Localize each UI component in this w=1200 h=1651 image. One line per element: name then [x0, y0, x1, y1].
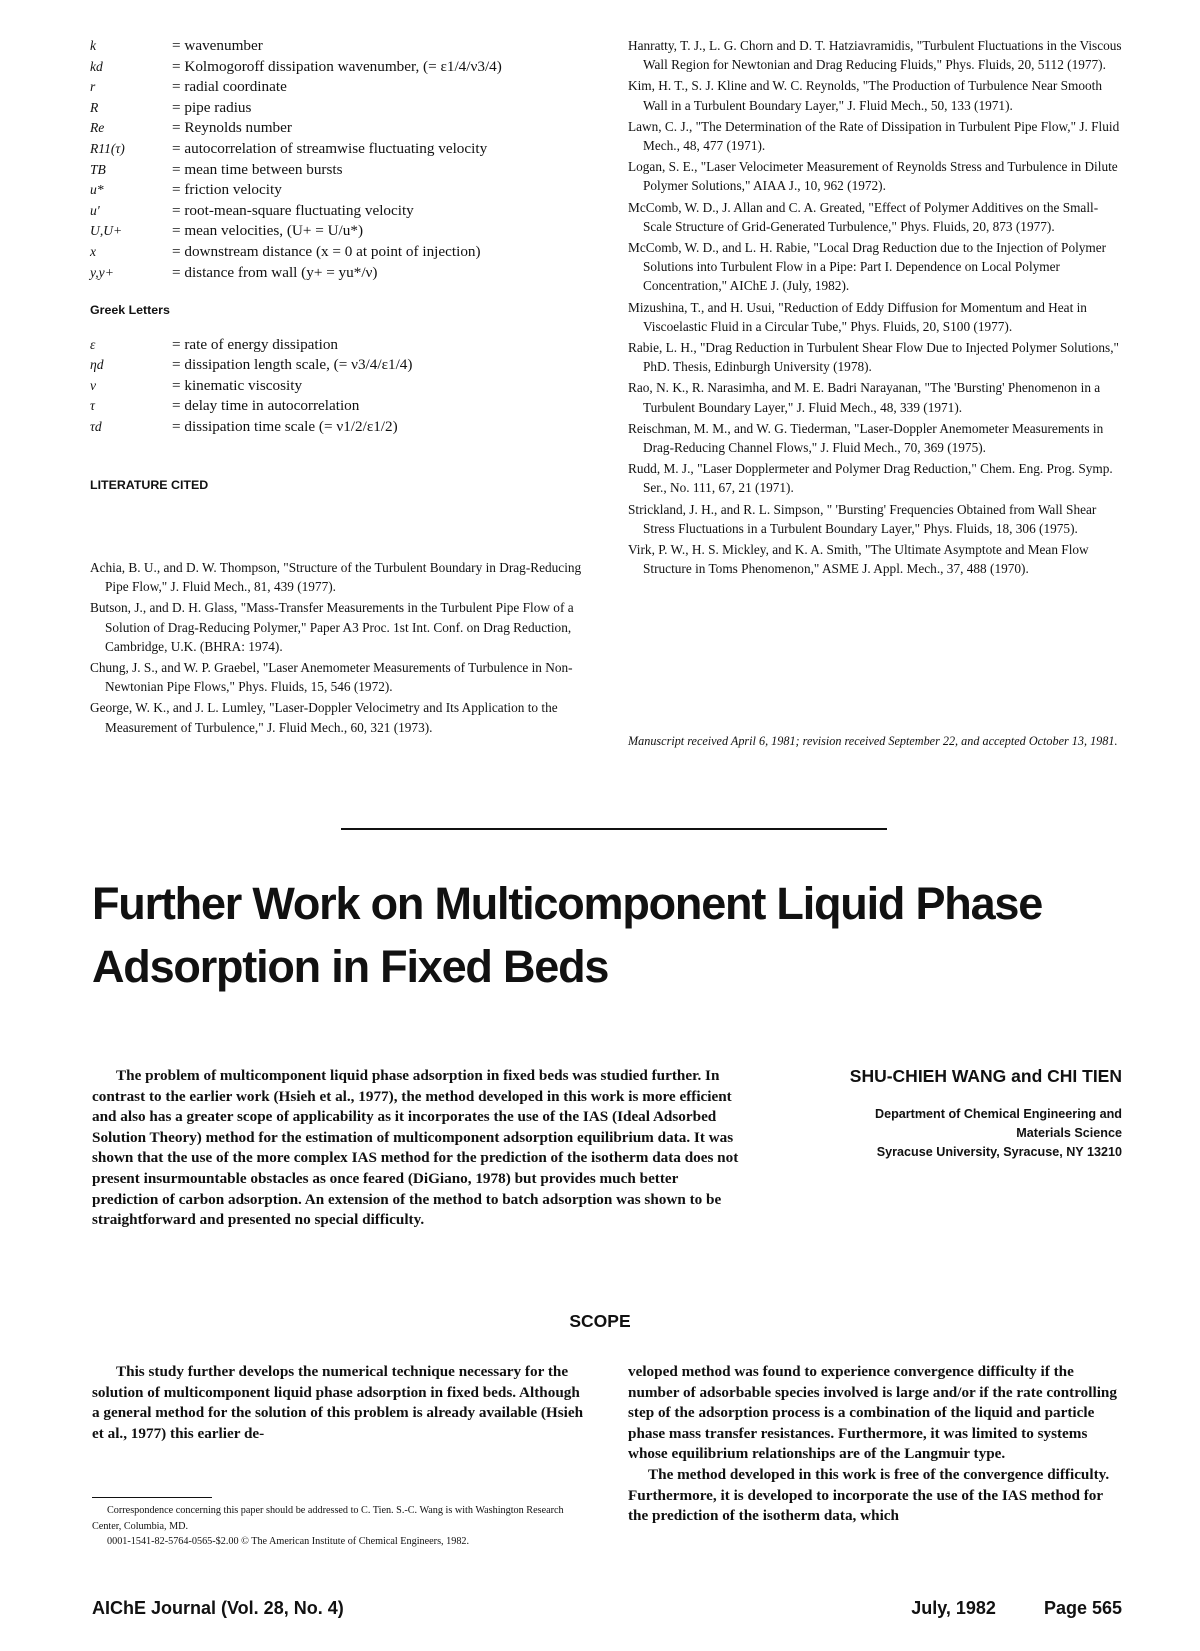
symbol: kd — [90, 58, 103, 74]
symbol-definition: = pipe radius — [172, 98, 252, 116]
literature-cited-heading: LITERATURE CITED — [90, 477, 209, 492]
symbol: ηd — [90, 357, 104, 373]
author-names: SHU-CHIEH WANG and CHI TIEN — [849, 1066, 1122, 1086]
page-footer — [92, 1598, 1122, 1619]
symbol: R11(τ) — [90, 140, 125, 156]
reference-entry: Strickland, J. H., and R. L. Simpson, " 'Bursting' Frequencies Obtained from Wall Shear Stress Fluctuations in a Turbulent Boundary Layer," Phys. Fluids, 18, 306 (1975). — [628, 501, 1097, 536]
symbol-definition: = friction velocity — [172, 181, 282, 199]
reference-entry: Logan, S. E., "Laser Velocimeter Measurement of Reynolds Stress and Turbulence in Dilute Polymer Solutions," AIAA J., 10, 962 (1972). — [628, 159, 1118, 194]
references-right-column — [628, 36, 1124, 580]
references-left-column — [90, 558, 600, 739]
correspondence-note: Correspondence concerning this paper should be addressed to C. Tien. S.-C. Wang is with Washington Research Center, Columbia, MD. — [92, 1505, 564, 1532]
scope-text-left: This study further develops the numerical technique necessary for the solution of multicomponent liquid phase adsorption in fixed beds. Although a general method for the solution of this problem is already available (Hsieh et al., 1977) this earlier de- — [92, 1363, 584, 1442]
symbol-definition: = distance from wall (y+ = yu*/ν) — [172, 263, 378, 281]
symbol: R — [90, 99, 99, 115]
affiliation-line: Materials Science — [1016, 1126, 1122, 1140]
manuscript-received-note: Manuscript received April 6, 1981; revision received September 22, and accepted October 13, 1981. — [628, 734, 1118, 748]
symbol-definition: = autocorrelation of streamwise fluctuating velocity — [172, 139, 488, 157]
symbol-row — [90, 376, 600, 397]
reference-entry: Rudd, M. J., "Laser Dopplermeter and Polymer Drag Reduction," Chem. Eng. Prog. Symp. Ser., No. 111, 67, 21 (1971). — [628, 461, 1113, 496]
symbol-row — [90, 417, 600, 438]
symbol-row — [90, 335, 600, 356]
abstract: The problem of multicomponent liquid phase adsorption in fixed beds was studied further. In contrast to the earlier work (Hsieh et al., 1977), the method developed in this work is more efficient and also has a greater scope of applicability as it incorporates the use of the IAS (Ideal Adsorbed Solution Theory) method for the estimation of multicomponent adsorption equilibrium data. It was shown that the use of the more complex IAS method for the prediction of the isotherm data does not present insurmountable obstacles as once feared (DiGiano, 1978) but provides much better prediction of carbon adsorption. An extension of the method to batch adsorption was shown to be straightforward and presented no special difficulty. — [92, 1067, 739, 1229]
scope-heading: SCOPE — [569, 1311, 631, 1331]
symbol-row — [90, 77, 600, 98]
symbol-row — [90, 57, 600, 78]
reference-entry: Hanratty, T. J., L. G. Chorn and D. T. Hatziavramidis, "Turbulent Fluctuations in the Viscous Wall Region for Newtonian and Drag Reducing Fluids," Phys. Fluids, 20, 5112 (1977). — [628, 38, 1122, 73]
reference-entry: Lawn, C. J., "The Determination of the Rate of Dissipation in Turbulent Pipe Flow," J. Fluid Mech., 48, 477 (1971). — [628, 118, 1120, 154]
reference-entry: McComb, W. D., and L. H. Rabie, "Local Drag Reduction due to the Injection of Polymer Solutions into Turbulent Flow in a Pipe: Part I. Dependence on Local Polymer Concentration," AIChE J. (July, 1982). — [628, 240, 1107, 294]
reference-entry: Mizushina, T., and H. Usui, "Reduction of Eddy Diffusion for Momentum and Heat in Viscoelastic Fluid in a Circular Tube," Phys. Fluids, 20, S100 (1977). — [628, 299, 1087, 334]
scope-paragraph: veloped method was found to experience convergence difficulty if the number of adsorbable species involved is large and/or if the rate controlling step of the adsorption process is a combination of the liquid and particle phase mass transfer resistances. Furthermore, it was limited to systems whose equilibrium relationships are of the Langmuir type. — [628, 1363, 1117, 1463]
symbol: ν — [90, 377, 97, 393]
symbol-definition: = dissipation length scale, (= ν3/4/ε1/4) — [172, 356, 413, 374]
footer-date: July, 1982 — [911, 1598, 996, 1618]
symbol: r — [90, 79, 96, 95]
symbol-definition: = Reynolds number — [172, 119, 292, 137]
footnote — [92, 1503, 592, 1550]
symbol-definition: = dissipation time scale (= ν1/2/ε1/2) — [172, 418, 398, 435]
symbol-row — [90, 118, 600, 139]
symbol-definition: = downstream distance (x = 0 at point of injection) — [172, 242, 481, 260]
reference-entry: Achia, B. U., and D. W. Thompson, "Structure of the Turbulent Boundary in Drag-Reducing Pipe Flow," J. Fluid Mech., 81, 439 (1977). — [90, 560, 582, 595]
nomenclature-section — [90, 36, 600, 509]
symbol: u' — [90, 202, 100, 218]
symbol-row — [90, 201, 600, 222]
footer-journal: AIChE Journal (Vol. 28, No. 4) — [92, 1598, 344, 1618]
symbol-definition: = kinematic viscosity — [172, 376, 303, 394]
symbol-row — [90, 139, 600, 160]
symbol-row — [90, 355, 600, 376]
scope-text-right — [628, 1362, 1124, 1527]
scope-paragraph: The method developed in this work is free of the convergence difficulty. Furthermore, it is developed to incorporate the use of the IAS method for the prediction of the isotherm data, which — [628, 1465, 1110, 1525]
reference-entry: Virk, P. W., H. S. Mickley, and K. A. Smith, "The Ultimate Asymptote and Mean Flow Structure in Toms Phenomenon," ASME J. Appl. Mech., 37, 488 (1970). — [628, 542, 1089, 577]
symbol: U,U+ — [90, 223, 123, 239]
nomenclature-list — [90, 36, 600, 283]
reference-entry: Butson, J., and D. H. Glass, "Mass-Transfer Measurements in the Turbulent Pipe Flow of a Solution of Drag-Reducing Polymer," Paper A3 Proc. 1st Int. Conf. on Drag Reduction, Cambridge, U.K. (BHRA: 1974). — [90, 600, 574, 654]
symbol-row — [90, 160, 600, 181]
copyright-note: 0001-1541-82-5764-0565-$2.00 © The American Institute of Chemical Engineers, 1982. — [107, 1536, 470, 1547]
symbol-definition: = mean velocities, (U+ = U/u*) — [172, 222, 364, 240]
symbol: Re — [90, 120, 105, 136]
footnote-rule — [92, 1497, 212, 1498]
symbol-definition: = mean time between bursts — [172, 160, 343, 178]
symbol: x — [90, 243, 97, 259]
symbol: ε — [90, 336, 96, 352]
greek-letters-heading: Greek Letters — [90, 303, 170, 318]
reference-entry: McComb, W. D., J. Allan and C. A. Greated, "Effect of Polymer Additives on the Small-Scale Structure of Grid-Generated Turbulence," Phys. Fluids, 20, 873 (1977). — [628, 199, 1099, 234]
symbol-row — [90, 221, 600, 242]
reference-entry: Rabie, L. H., "Drag Reduction in Turbulent Shear Flow Due to Injected Polymer Solutions," PhD. Thesis, Edinburgh University (1978). — [628, 340, 1119, 375]
symbol: τ — [90, 398, 95, 414]
symbol-row — [90, 36, 600, 57]
affiliation-line: Syracuse University, Syracuse, NY 13210 — [876, 1145, 1122, 1159]
reference-entry: Rao, N. K., R. Narasimha, and M. E. Badri Narayanan, "The 'Bursting' Phenomenon in a Turbulent Boundary Layer," J. Fluid Mech., 48, 339 (1971). — [628, 380, 1101, 415]
symbol-row — [90, 242, 600, 263]
reference-entry: Reischman, M. M., and W. G. Tiederman, "Laser-Doppler Anemometer Measurements in Drag-Reducing Channel Flows," J. Fluid Mech., 70, 369 (1975). — [628, 420, 1104, 456]
symbol: u* — [90, 182, 104, 198]
symbol-row — [90, 396, 600, 417]
symbol-definition: = wavenumber — [172, 37, 263, 54]
symbol: TB — [90, 161, 106, 177]
author-block — [780, 1066, 1122, 1162]
symbol-row — [90, 98, 600, 119]
reference-entry: Kim, H. T., S. J. Kline and W. C. Reynolds, "The Production of Turbulence Near Smooth Wall in a Turbulent Boundary Layer," J. Fluid Mech., 50, 133 (1971). — [628, 78, 1102, 113]
symbol: y,y+ — [90, 264, 114, 280]
symbol-row — [90, 180, 600, 201]
symbol-definition: = radial coordinate — [172, 78, 287, 96]
reference-entry: Chung, J. S., and W. P. Graebel, "Laser Anemometer Measurements of Turbulence in Non-Newtonian Pipe Flows," Phys. Fluids, 15, 546 (1972). — [90, 660, 573, 695]
symbol-definition: = delay time in autocorrelation — [172, 397, 360, 415]
footer-page-number: Page 565 — [1043, 1598, 1122, 1618]
symbol-definition: = rate of energy dissipation — [172, 335, 339, 353]
symbol: τd — [90, 419, 102, 434]
article-title: Further Work on Multicomponent Liquid Phase Adsorption in Fixed Beds — [92, 878, 1043, 992]
reference-entry: George, W. K., and J. L. Lumley, "Laser-Doppler Velocimetry and Its Application to the Measurement of Turbulence," J. Fluid Mech., 60, 321 (1973). — [90, 700, 558, 735]
symbol: k — [90, 38, 97, 53]
symbol-definition: = root-mean-square fluctuating velocity — [172, 201, 414, 219]
affiliation-line: Department of Chemical Engineering and — [874, 1107, 1122, 1121]
symbol-definition: = Kolmogoroff dissipation wavenumber, (= ε1/4/ν3/4) — [172, 57, 502, 75]
greek-letters-list — [90, 335, 600, 438]
section-divider — [341, 828, 887, 830]
symbol-row — [90, 263, 600, 284]
